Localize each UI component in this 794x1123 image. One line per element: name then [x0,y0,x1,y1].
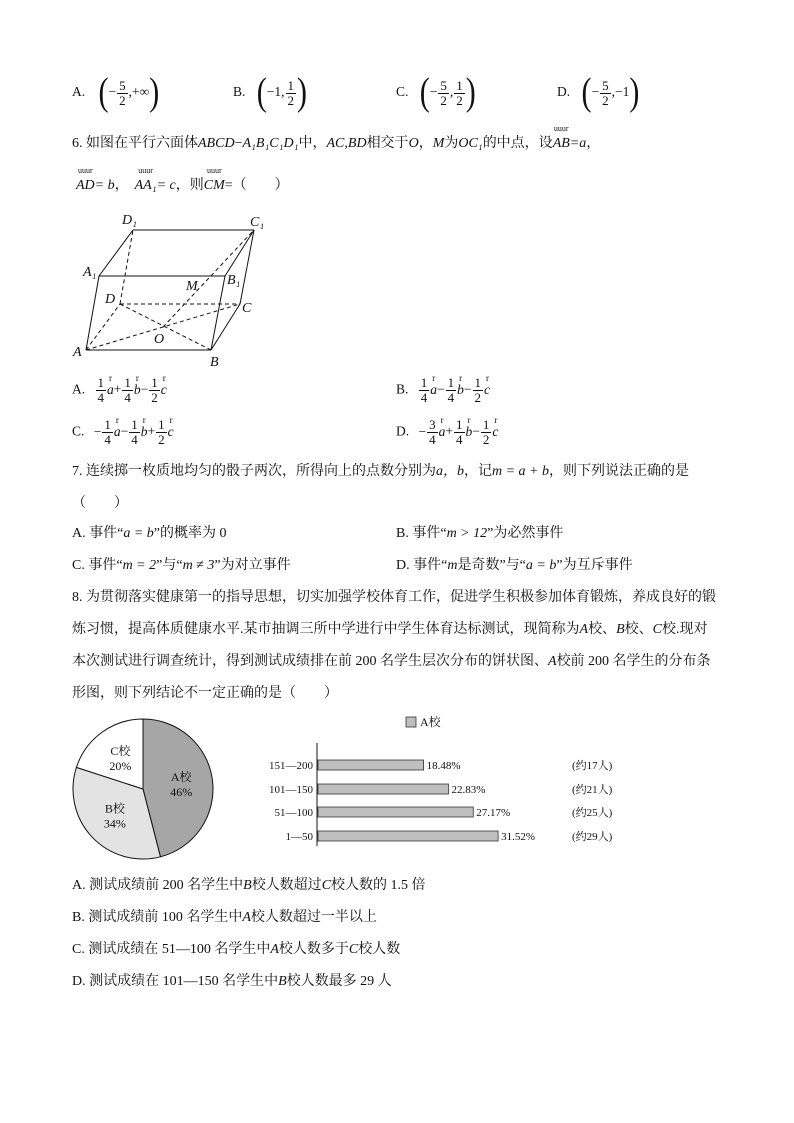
vector-ad: uuur AD [76,166,95,193]
diag-bd [120,304,211,350]
q5-option-c: C. (− $\frac{5}{2}$ , $\frac{1}{2}$ ) [396,70,476,114]
q7-option-d: D. 事件“m是奇数”与“a = b”为互斥事件 [396,558,633,573]
q5-option-b: B. (−1, $\frac{1}{2}$ ) [233,70,308,114]
fraction: $\frac{5}{2}$ [602,77,609,108]
bar-value-label: 22.83% [451,784,486,796]
bar-annotation: (约25人) [572,807,613,819]
fraction: $\frac{1}{2}$ [287,77,295,108]
bar [318,807,473,817]
vector-arrow-mark: r [169,414,173,425]
q6-option-d: D. − $\frac{3}{4}$ a r + $\frac{1}{4}$ b r − $\frac{1}{2}$ c r [396,414,499,447]
fraction: $\frac{1}{4}$ [456,417,463,447]
fraction: $\frac{5}{2}$ [440,77,447,108]
fraction: $\frac{5}{2}$ [119,77,126,108]
fraction: $\frac{1}{2}$ [482,417,490,447]
bar-chart [250,708,640,858]
edge-ad [86,304,120,350]
vector-cm: uuur CM [203,166,225,193]
q7-option-c: C. 事件“m = 2”与“m ≠ 3”为对立事件 [72,558,291,573]
bar-annotation: (约21人) [572,784,613,796]
pie-label: A校 [170,770,192,785]
pie-percent: 46% [170,785,193,800]
q8-stem-line-1: 8. 为贯彻落实健康第一的指导思想，切实加强学校体育工作，促进学生积极参加体育锻炼，养成良好的锻 [72,590,716,605]
vector-ab: uuur AB [552,124,570,151]
fraction: $\frac{1}{2}$ [456,77,463,108]
q8-option-a: A. 测试成绩前 200 名学生中B校人数超过C校人数的 1.5 倍 [72,878,426,893]
legend-label: A校 [420,715,441,729]
bar-category-label: 101—150 [269,784,313,796]
label-c: C [242,301,252,316]
fraction: $\frac{1}{4}$ [420,375,428,405]
q7-option-b: B. 事件“m > 12”为必然事件 [396,526,564,541]
fraction: $\frac{1}{4}$ [124,375,131,405]
bar-category-label: 51—100 [274,807,313,819]
edge-dd1 [120,230,133,304]
fraction: $\frac{1}{4}$ [131,417,138,447]
pie-percent: 20% [109,758,132,773]
q8-option-b: B. 测试成绩前 100 名学生中A校人数超过一半以上 [72,910,377,925]
fraction: $\frac{1}{2}$ [158,417,165,447]
edge-aa1 [86,276,99,350]
bar [318,760,424,770]
bar-category-label: 1—50 [285,831,313,843]
label-d: D [105,292,116,307]
bar-annotation: (约29人) [572,831,613,843]
vector-arrow-mark: r [486,372,490,383]
q8-stem-line-3: 本次测试进行调查统计，得到测试成绩排在前 200 名学生层次分布的饼状图、A校前 200 名学生的分布条 [72,654,711,669]
bar-value-label: 18.48% [426,760,461,772]
label-a: A [73,345,82,360]
label-m: M [186,279,198,294]
edge-a1d1 [99,230,133,276]
vector-arrow-mark: r [494,414,498,425]
label-c1: C₁ [250,215,265,230]
q8-stem-line-4: 形图，则下列结论不一定正确的是（ ） [72,686,338,701]
label-b1: B₁ [227,273,241,288]
q8-stem-line-2: 炼习惯，提高体质健康水平.某市抽调三所中学进行中学生体育达标测试，现简称为A校、B校、C校.现对 [72,622,708,637]
q7-stem: 7. 连续掷一枚质地均匀的骰子两次，所得向上的点数分别为a，b，记m = a + b，则下列说法正确的是 [72,464,690,479]
bar-annotation: (约17人) [572,760,613,772]
q7-option-a: A. 事件“a = b”的概率为 0 [72,526,227,541]
q5-option-d: D. (− $\frac{5}{2}$ ,−1) [557,70,640,114]
label-b: B [210,355,219,370]
pie-label: B校 [104,801,125,816]
vector-arrow-mark: r [440,414,444,425]
vector-arrow-mark: r [162,372,166,383]
vector-arrow-mark: r [142,414,146,425]
vector-aa1: uuur AA₁ [134,166,157,193]
label-d1: D₁ [122,213,137,228]
q6-option-a: A. $\frac{1}{4}$ a r + $\frac{1}{4}$ b r − $\frac{1}{2}$ c r [72,372,167,405]
bar [318,831,498,841]
vector-arrow-mark: r [432,372,436,383]
vector-arrow-mark: r [459,372,463,383]
q6-stem-line-1: 6. 如图在平行六面体ABCD−A₁B₁C₁D₁中，AC,BD相交于O，M为OC₁的中点，设 uuur AB=a， [72,134,600,154]
bar-value-label: 27.17% [476,807,511,819]
q6-option-c: C. − $\frac{1}{4}$ a r − $\frac{1}{4}$ b r + $\frac{1}{2}$ c r [72,414,174,447]
pie-chart [70,716,220,866]
fraction: $\frac{1}{2}$ [474,375,482,405]
right-paren: ) [149,70,160,114]
fraction: $\frac{1}{4}$ [97,375,104,405]
parallelepiped-figure [70,208,280,373]
q7-paren: （ ） [72,496,128,511]
fraction: $\frac{1}{2}$ [151,375,158,405]
pie-label: C校 [110,743,131,758]
fraction: $\frac{1}{4}$ [447,375,455,405]
q8-option-c: C. 测试成绩在 51—100 名学生中A校人数多于C校人数 [72,942,401,957]
fraction: $\frac{1}{4}$ [104,417,111,447]
q8-option-d: D. 测试成绩在 101—150 名学生中B校人数最多 29 人 [72,974,392,989]
label-a1: A₁ [83,265,97,280]
left-paren: ( [98,70,109,114]
vector-arrow-mark: r [467,414,471,425]
vector-arrow-mark: r [115,414,119,425]
bar [318,784,448,794]
q5-option-a: A. (− $\frac{5}{2}$ ,+∞) [72,70,160,114]
label-o: O [154,332,165,347]
vector-arrow-mark: r [109,372,112,383]
vector-arrow-mark: r [135,372,139,383]
bar-value-label: 31.52% [501,831,536,843]
bar-category-label: 151—200 [269,760,313,772]
pie-percent: 34% [103,816,126,831]
fraction: $\frac{3}{4}$ [429,417,436,447]
legend-swatch [406,717,416,727]
q6-option-b: B. $\frac{1}{4}$ a r − $\frac{1}{4}$ b r − $\frac{1}{2}$ c r [396,372,491,405]
q6-stem-line-2: uuur AD= b， uuur AA₁= c，则 uuur CM=（ ） [76,176,289,196]
